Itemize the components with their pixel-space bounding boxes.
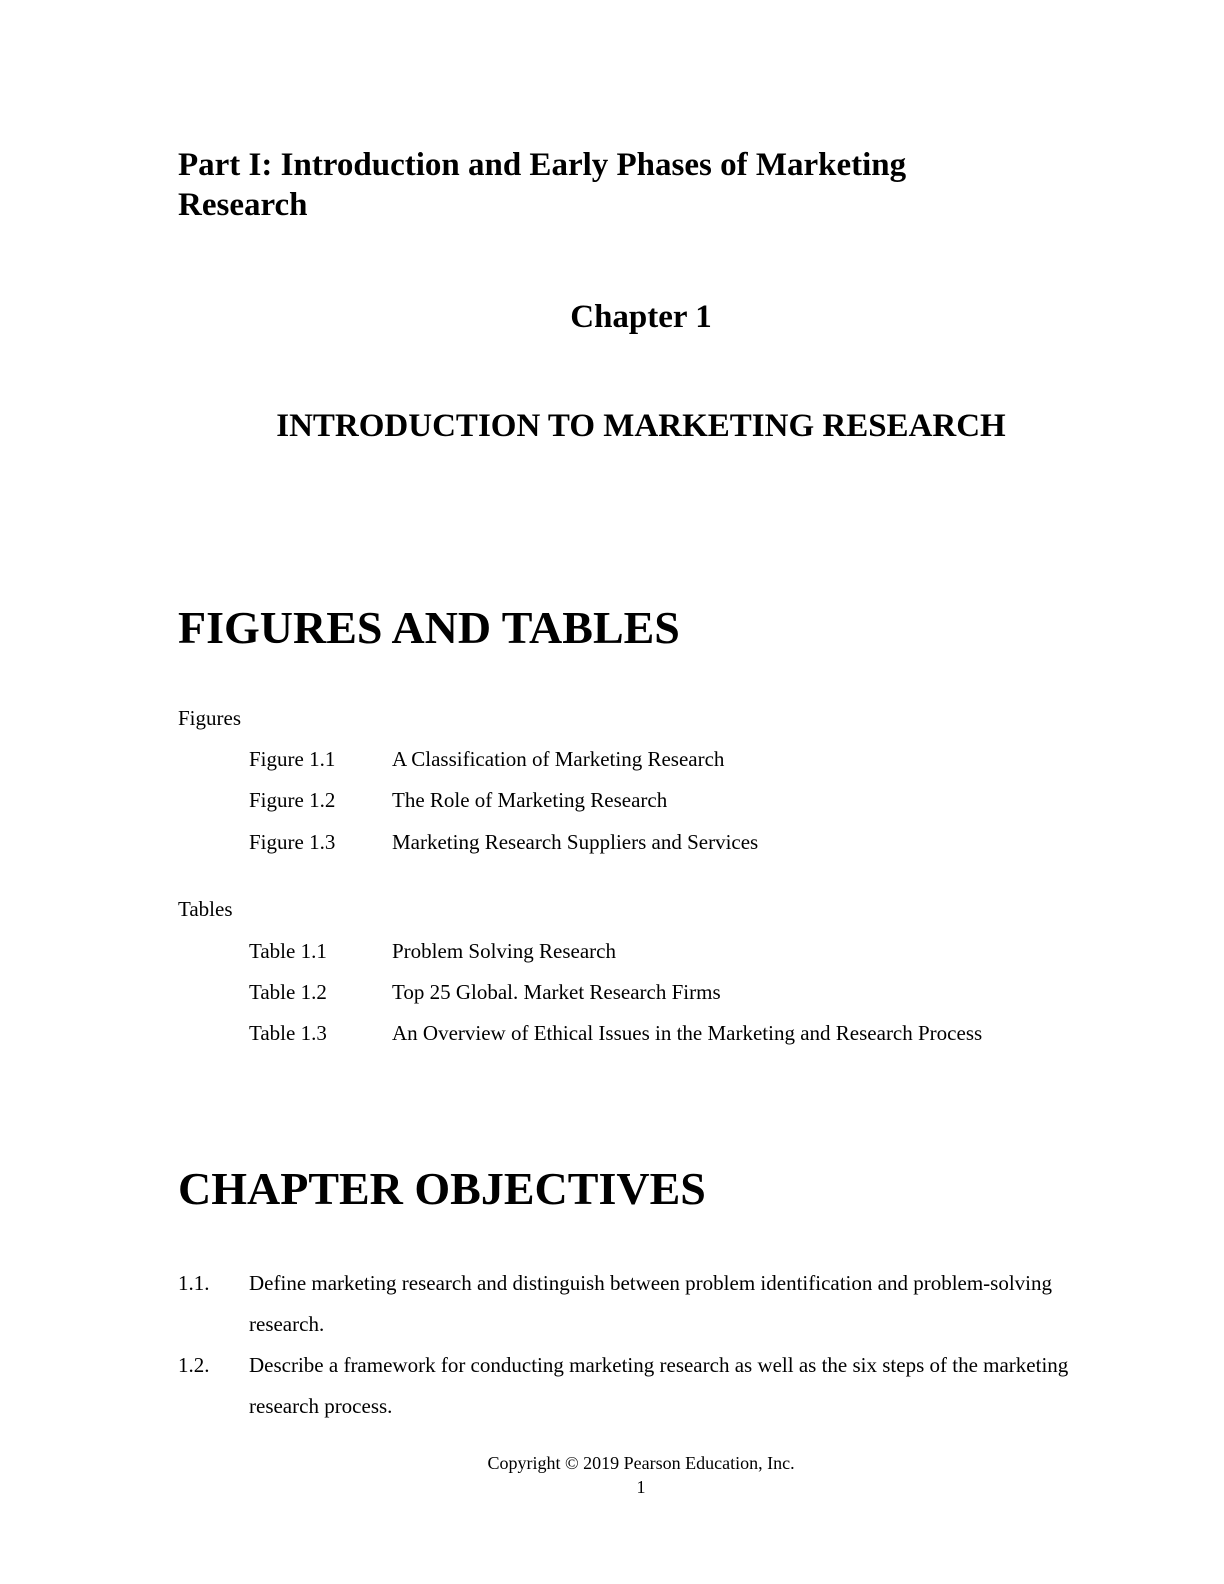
figure-entry	[249, 786, 667, 814]
figures-and-tables-heading: FIGURES AND TABLES	[178, 602, 680, 653]
tables-label: Tables	[178, 897, 233, 921]
table-title: Problem Solving Research	[392, 939, 616, 963]
table-title: Top 25 Global. Market Research Firms	[392, 980, 721, 1004]
chapter-objectives-heading: CHAPTER OBJECTIVES	[178, 1163, 706, 1214]
figure-code: Figure 1.2	[249, 788, 336, 812]
objectives-list	[178, 1263, 1098, 1427]
part-title: Part I: Introduction and Early Phases of Marketing Research	[178, 147, 907, 223]
table-code: Table 1.3	[249, 1021, 327, 1045]
table-entry	[249, 1019, 982, 1047]
table-entry	[249, 937, 616, 965]
table-entry	[249, 978, 721, 1006]
figure-title: The Role of Marketing Research	[392, 788, 668, 812]
table-title: An Overview of Ethical Issues in the Marketing and Research Process	[392, 1021, 983, 1045]
table-code: Table 1.1	[249, 939, 327, 963]
objective-item	[178, 1345, 1098, 1427]
page-number: 1	[636, 1477, 646, 1497]
objective-number: 1.1.	[178, 1271, 210, 1295]
figure-code: Figure 1.1	[249, 747, 336, 771]
figure-title: A Classification of Marketing Research	[392, 747, 725, 771]
figure-entry	[249, 828, 758, 856]
objective-text: Describe a framework for conducting marketing research as well as the six steps of the marketing research process.	[249, 1353, 1069, 1418]
objective-item	[178, 1263, 1098, 1345]
figure-entry	[249, 745, 724, 773]
objective-number: 1.2.	[178, 1353, 210, 1377]
chapter-number: Chapter 1	[570, 299, 712, 335]
copyright-footer: Copyright © 2019 Pearson Education, Inc.	[487, 1453, 795, 1473]
chapter-title: INTRODUCTION TO MARKETING RESEARCH	[276, 408, 1006, 444]
figure-title: Marketing Research Suppliers and Services	[392, 830, 759, 854]
figures-label: Figures	[178, 706, 241, 730]
figure-code: Figure 1.3	[249, 830, 336, 854]
table-code: Table 1.2	[249, 980, 327, 1004]
objective-text: Define marketing research and distinguish between problem identification and problem-solving research.	[249, 1271, 1053, 1336]
